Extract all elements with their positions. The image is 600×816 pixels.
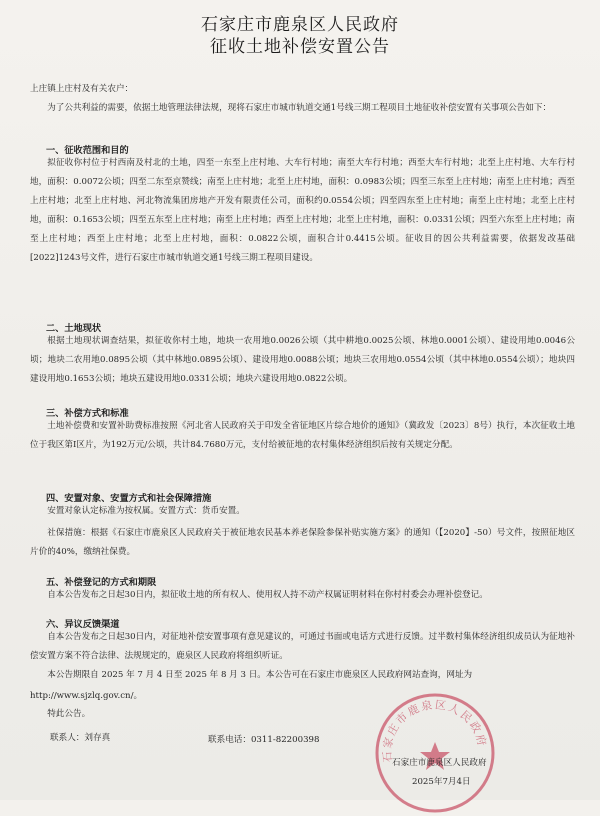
section-5-heading: 五、补偿登记的方式和期限 xyxy=(46,577,157,588)
section-5-body: 自本公告发布之日起30日内，拟征收土地的所有权人、使用权人持不动产权属证明材料在你村村委会办理补偿登记。 xyxy=(47,590,488,600)
intro-paragraph: 为了公共利益的需要，依据土地管理法律法规，现将石家庄市城市轨道交通1号线三期工程项目土地征收补偿安置有关事项公告如下： xyxy=(47,103,552,113)
section-4-body-2: 社保措施：根据《石家庄市鹿泉区人民政府关于被征地农民基本养老保险参保补贴实施方案》的通知（【2020】-50）号文件，按照征地区片价的40%，缴纳社保费。 xyxy=(30,528,575,557)
addressee: 上庄镇上庄村及有关农户： xyxy=(30,84,134,94)
website-link[interactable]: http://www.sjzlq.gov.cn/。 xyxy=(30,691,143,701)
title-line-2: 征收土地补偿安置公告 xyxy=(210,37,390,57)
section-3-heading: 三、补偿方式和标准 xyxy=(46,408,129,419)
contact-person: 联系人：刘存真 xyxy=(50,733,111,743)
signature-date: 2025年7月4日 xyxy=(412,777,471,787)
section-4-body-1: 安置对象认定标准为按权属。安置方式：货币安置。 xyxy=(47,506,245,516)
section-1-heading: 一、征收范围和目的 xyxy=(46,145,129,156)
section-1-body: 拟征收你村位于村西南及村北的土地，四至一东至上庄村地、大车行村地；南至大车行村地；西至大车行村地；北至上庄村地、大车行村地，面积：0.0072公顷；四至二东至京赞线；南至上庄村地；北至上庄村地，面积：0.0983公顷；四至三东至上庄村地；南至上庄村地；西至上庄村地；北至上庄村地、河北物流集团房地产开发有限责任公司，面积约0.0554公顷；四至四东至上庄村地；南至上庄村地；北至上庄村地，面积：0.1653公顷；四至五东至上庄村地；南至上庄村地；西至上庄村地；北至上庄村地，面积：0.0331公顷；四至六东至上庄村地；南至上庄村地；西至上庄村地；北至上庄村地，面积：0.0822公顷，面积合计0.4415公顷。征收目的因公共利益需要，依据发改基础[2022]1243号文件，进行石家庄市城市轨道交通1号线三期工程项目建设。 xyxy=(30,158,575,263)
section-4-heading: 四、安置对象、安置方式和社会保障措施 xyxy=(46,493,212,504)
section-2-body: 根据土地现状调查结果，拟征收你村土地，地块一农用地0.0026公顷（其中耕地0.0025公顷、林地0.0001公顷）、建设用地0.0046公顷；地块二农用地0.0895公顷（其中林地0.0895公顷）、建设用地0.0088公顷；地块三农用地0.0554公顷（其中林地0.0554公顷）；地块四建设用地0.1653公顷；地块五建设用地0.0331公顷；地块六建设用地0.0822公顷。 xyxy=(30,336,575,384)
period-text: 本公告期限自 2025 年 7 月 4 日至 2025 年 8 月 3 日。本公告可在石家庄市鹿泉区人民政府网站查询，网址为 xyxy=(47,670,473,680)
seal-text: 石家庄市鹿泉区人民政府 xyxy=(380,698,489,763)
section-2-heading: 二、土地现状 xyxy=(46,323,102,334)
section-6-heading: 六、异议反馈渠道 xyxy=(46,619,120,630)
section-6-body: 自本公告发布之日起30日内，对征地补偿安置事项有意见建议的，可通过书面或电话方式进行反馈。过半数村集体经济组织成员认为征地补偿安置方案不符合法律、法规规定的，鹿泉区人民政府将组织听证。 xyxy=(30,632,575,661)
closing-text: 特此公告。 xyxy=(47,709,91,719)
contact-phone: 联系电话：0311-82200398 xyxy=(208,735,320,745)
signature-org: 石家庄市鹿泉区人民政府 xyxy=(392,758,487,768)
title-line-1: 石家庄市鹿泉区人民政府 xyxy=(201,15,399,35)
official-seal xyxy=(372,690,498,816)
section-3-body: 土地补偿费和安置补助费标准按照《河北省人民政府关于印发全省征地区片综合地价的通知》（冀政发〔2023〕8号）执行，本次征收土地位于我区第Ⅰ区片，为192万元/公顷，共计84.7680万元，支付给被征地的农村集体经济组织后按有关规定分配。 xyxy=(30,421,575,450)
